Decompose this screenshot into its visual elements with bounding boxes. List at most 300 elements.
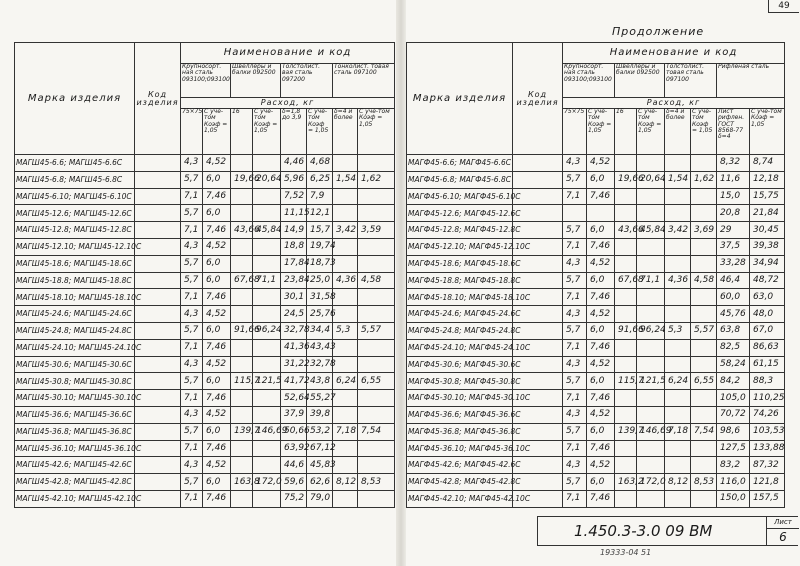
value-cell: 6,0: [587, 272, 615, 289]
mark-cell: МАГФ45-30.8; МАГФ45-30.8С: [407, 373, 513, 390]
mark-cell: МАГФ45-42.6; МАГФ45-42.6С: [407, 457, 513, 474]
value-cell: 4,52: [203, 457, 231, 474]
value-cell: [231, 490, 253, 507]
value-cell: 20,64: [253, 171, 281, 188]
value-cell: 7,1: [563, 390, 587, 407]
value-cell: 61,15: [750, 356, 785, 373]
table-row: [15, 171, 395, 188]
value-cell: [637, 238, 665, 255]
value-cell: 4,52: [587, 155, 615, 172]
value-cell: [665, 306, 691, 323]
value-cell: [665, 356, 691, 373]
sub-header: 75×75: [181, 109, 203, 155]
value-cell: 67,68: [615, 272, 637, 289]
table-row: [407, 457, 785, 474]
value-cell: [615, 155, 637, 172]
names-header: Наименование и код: [181, 43, 395, 64]
value-cell: [333, 289, 358, 306]
mark-cell: МАГФ45-6.10; МАГФ45-6.10С: [407, 188, 513, 205]
table-row: [407, 255, 785, 272]
value-cell: 79,0: [307, 490, 333, 507]
sheet-number: 6: [766, 529, 799, 545]
table-row: [15, 222, 395, 239]
value-cell: [253, 155, 281, 172]
value-cell: 48,0: [750, 306, 785, 323]
table-row: [15, 272, 395, 289]
value-cell: 63,8: [717, 322, 750, 339]
value-cell: 4,52: [203, 306, 231, 323]
mark-cell: МАГШ45-42.6; МАГШ45-42.6С: [15, 457, 135, 474]
value-cell: [691, 356, 717, 373]
value-cell: 5,7: [181, 205, 203, 222]
value-cell: 4,46: [281, 155, 307, 172]
value-cell: [587, 205, 615, 222]
value-cell: 5,7: [563, 222, 587, 239]
code-cell: [135, 373, 181, 390]
mark-cell: МАГШ45-30.8; МАГШ45-30.8С: [15, 373, 135, 390]
value-cell: [615, 457, 637, 474]
value-cell: 6,24: [333, 373, 358, 390]
mark-cell: МАГШ45-6.6; МАГШ45-6.6С: [15, 155, 135, 172]
value-cell: 41,36: [281, 339, 307, 356]
value-cell: 172,0: [253, 474, 281, 491]
group-header: Толстолист. товая сталь 097100: [665, 64, 717, 98]
mark-cell: МАГШ45-24.8; МАГШ45-24.8С: [15, 322, 135, 339]
value-cell: 5,3: [665, 322, 691, 339]
value-cell: 6,0: [587, 171, 615, 188]
value-cell: [665, 188, 691, 205]
value-cell: 19,74: [307, 238, 333, 255]
value-cell: [231, 205, 253, 222]
value-cell: 52,64: [281, 390, 307, 407]
value-cell: 5,7: [181, 255, 203, 272]
value-cell: 21,84: [750, 205, 785, 222]
value-cell: 121,5: [253, 373, 281, 390]
value-cell: 7,54: [691, 423, 717, 440]
value-cell: 7,46: [203, 440, 231, 457]
mark-cell: МАГФ45-18.8; МАГФ45-18.8С: [407, 272, 513, 289]
value-cell: 44,6: [281, 457, 307, 474]
value-cell: 5,7: [563, 272, 587, 289]
value-cell: [637, 406, 665, 423]
value-cell: 6,24: [665, 373, 691, 390]
value-cell: [691, 289, 717, 306]
value-cell: [665, 490, 691, 507]
value-cell: 7,46: [587, 440, 615, 457]
table-row: [407, 373, 785, 390]
value-cell: 6,0: [203, 272, 231, 289]
code-cell: [135, 289, 181, 306]
value-cell: 7,46: [587, 390, 615, 407]
value-cell: [231, 289, 253, 306]
value-cell: 4,52: [587, 306, 615, 323]
value-cell: 55,27: [307, 390, 333, 407]
group-header: Крупносорт. ная сталь 093100;093100: [181, 64, 231, 98]
value-cell: [637, 457, 665, 474]
value-cell: [253, 490, 281, 507]
value-cell: 58,24: [717, 356, 750, 373]
value-cell: 5,57: [691, 322, 717, 339]
value-cell: [665, 205, 691, 222]
value-cell: 25,76: [307, 306, 333, 323]
value-cell: 4,52: [203, 406, 231, 423]
mark-cell: МАГШ45-24.10; МАГШ45-24.10С: [15, 339, 135, 356]
value-cell: [665, 457, 691, 474]
value-cell: 20,64: [637, 171, 665, 188]
value-cell: 15,0: [717, 188, 750, 205]
value-cell: [637, 356, 665, 373]
value-cell: 4,3: [181, 406, 203, 423]
mark-cell: МАГФ45-24.8; МАГФ45-24.8С: [407, 322, 513, 339]
value-cell: 4,58: [691, 272, 717, 289]
value-cell: [231, 339, 253, 356]
value-cell: 5,7: [563, 423, 587, 440]
value-cell: 6,0: [203, 474, 231, 491]
value-cell: 43,66: [615, 222, 637, 239]
value-cell: [253, 205, 281, 222]
value-cell: [615, 289, 637, 306]
value-cell: 83,2: [717, 457, 750, 474]
value-cell: 139,7: [615, 423, 637, 440]
value-cell: 110,25: [750, 390, 785, 407]
value-cell: [615, 406, 637, 423]
value-cell: 4,52: [587, 356, 615, 373]
mark-cell: МАГФ45-12.6; МАГФ45-12.6С: [407, 205, 513, 222]
value-cell: 7,46: [587, 238, 615, 255]
value-cell: 41,72: [281, 373, 307, 390]
value-cell: [691, 339, 717, 356]
value-cell: [615, 440, 637, 457]
value-cell: 46,4: [717, 272, 750, 289]
value-cell: [253, 457, 281, 474]
value-cell: [333, 306, 358, 323]
value-cell: 7,9: [307, 188, 333, 205]
table-row: [407, 222, 785, 239]
value-cell: 15,7: [307, 222, 333, 239]
value-cell: 8,32: [717, 155, 750, 172]
code-cell: [135, 390, 181, 407]
sub-header: 16: [231, 109, 253, 155]
code-header: Код изделия: [513, 43, 563, 155]
value-cell: [665, 339, 691, 356]
value-cell: 4,52: [587, 255, 615, 272]
sub-header: С уче-том Коэф = 1,05: [637, 109, 665, 155]
value-cell: 37,5: [717, 238, 750, 255]
value-cell: 5,7: [563, 171, 587, 188]
table-row: [15, 440, 395, 457]
table-row: [15, 289, 395, 306]
value-cell: [637, 306, 665, 323]
mark-cell: МАГФ45-42.8; МАГФ45-42.8С: [407, 474, 513, 491]
value-cell: 6,0: [203, 322, 231, 339]
table-row: [15, 390, 395, 407]
mark-cell: МАГШ45-6.10; МАГШ45-6.10С: [15, 188, 135, 205]
mark-cell: МАГФ45-42.10; МАГФ45-42.10С: [407, 490, 513, 507]
code-cell: [513, 155, 563, 172]
code-cell: [135, 306, 181, 323]
code-cell: [135, 406, 181, 423]
mark-cell: МАГФ45-30.6; МАГФ45-30.6С: [407, 356, 513, 373]
value-cell: 1,54: [665, 171, 691, 188]
value-cell: 11,6: [717, 171, 750, 188]
value-cell: 7,1: [181, 222, 203, 239]
mark-cell: МАГФ45-24.6; МАГФ45-24.6С: [407, 306, 513, 323]
table-row: [407, 171, 785, 188]
value-cell: [637, 289, 665, 306]
value-cell: 30,1: [281, 289, 307, 306]
value-cell: 4,3: [181, 155, 203, 172]
right-consumption-table: [406, 42, 785, 508]
value-cell: [691, 306, 717, 323]
value-cell: [358, 356, 395, 373]
value-cell: 146,69: [637, 423, 665, 440]
value-cell: 3,69: [691, 222, 717, 239]
code-cell: [135, 490, 181, 507]
value-cell: 15,75: [750, 188, 785, 205]
value-cell: [358, 440, 395, 457]
value-cell: [615, 188, 637, 205]
value-cell: 6,0: [587, 423, 615, 440]
value-cell: [358, 339, 395, 356]
value-cell: [231, 406, 253, 423]
value-cell: 4,3: [563, 457, 587, 474]
value-cell: 86,63: [750, 339, 785, 356]
value-cell: [231, 238, 253, 255]
value-cell: 11,15: [281, 205, 307, 222]
value-cell: [637, 188, 665, 205]
table-row: [407, 490, 785, 507]
table-row: [407, 289, 785, 306]
sub-header: С уче-том Коэф = 1,05: [750, 109, 785, 155]
sub-header: δ=1,8 до 3,9: [281, 109, 307, 155]
value-cell: 31,58: [307, 289, 333, 306]
value-cell: 39,38: [750, 238, 785, 255]
mark-cell: МАГФ45-36.6; МАГФ45-36.6С: [407, 406, 513, 423]
value-cell: 121,8: [750, 474, 785, 491]
value-cell: 6,25: [307, 171, 333, 188]
value-cell: 146,69: [253, 423, 281, 440]
value-cell: 6,0: [587, 474, 615, 491]
sheet-label: Лист: [766, 517, 799, 529]
continuation-label: Продолжение: [612, 25, 705, 38]
value-cell: 7,46: [203, 339, 231, 356]
value-cell: 8,74: [750, 155, 785, 172]
value-cell: [637, 255, 665, 272]
value-cell: [333, 406, 358, 423]
code-cell: [135, 255, 181, 272]
value-cell: [563, 205, 587, 222]
mark-cell: МАГФ45-18.10; МАГФ45-18.10С: [407, 289, 513, 306]
mark-cell: МАГШ45-42.8; МАГШ45-42.8С: [15, 474, 135, 491]
code-cell: [135, 474, 181, 491]
value-cell: [253, 255, 281, 272]
value-cell: 67,0: [750, 322, 785, 339]
value-cell: 48,72: [750, 272, 785, 289]
value-cell: 8,53: [358, 474, 395, 491]
sub-header: Лист рифлен. ГОСТ 8568-77 δ=4: [717, 109, 750, 155]
table-row: [15, 322, 395, 339]
mark-cell: МАГФ45-12.8; МАГФ45-12.8С: [407, 222, 513, 239]
value-cell: [358, 255, 395, 272]
value-cell: [358, 306, 395, 323]
value-cell: 5,7: [181, 171, 203, 188]
value-cell: 1,54: [333, 171, 358, 188]
value-cell: [333, 339, 358, 356]
value-cell: 5,7: [181, 322, 203, 339]
value-cell: [231, 356, 253, 373]
value-cell: 7,46: [203, 222, 231, 239]
value-cell: 7,1: [181, 339, 203, 356]
value-cell: 70,72: [717, 406, 750, 423]
value-cell: 63,92: [281, 440, 307, 457]
value-cell: 4,52: [203, 155, 231, 172]
value-cell: [231, 440, 253, 457]
mark-cell: МАГШ45-36.8; МАГШ45-36.8С: [15, 423, 135, 440]
mark-cell: МАГФ45-18.6; МАГФ45-18.6С: [407, 255, 513, 272]
value-cell: 4,3: [563, 255, 587, 272]
value-cell: 43,66: [231, 222, 253, 239]
value-cell: 62,6: [307, 474, 333, 491]
value-cell: 105,0: [717, 390, 750, 407]
value-cell: 75,2: [281, 490, 307, 507]
value-cell: 4,68: [307, 155, 333, 172]
value-cell: [615, 390, 637, 407]
value-cell: 84,2: [717, 373, 750, 390]
left-consumption-table: [14, 42, 395, 508]
table-row: [407, 272, 785, 289]
value-cell: 127,5: [717, 440, 750, 457]
value-cell: 6,0: [203, 373, 231, 390]
value-cell: [637, 390, 665, 407]
value-cell: [333, 390, 358, 407]
value-cell: [333, 356, 358, 373]
value-cell: [665, 390, 691, 407]
table-row: [15, 255, 395, 272]
sub-header: С уче-том Коэф = 1,05: [691, 109, 717, 155]
value-cell: 7,1: [181, 289, 203, 306]
value-cell: 8,12: [665, 474, 691, 491]
table-row: [407, 406, 785, 423]
value-cell: [253, 356, 281, 373]
value-cell: 96,24: [637, 322, 665, 339]
value-cell: 4,3: [563, 155, 587, 172]
value-cell: [691, 255, 717, 272]
value-cell: 7,46: [587, 339, 615, 356]
value-cell: 45,84: [637, 222, 665, 239]
value-cell: [691, 155, 717, 172]
value-cell: 12,1: [307, 205, 333, 222]
value-cell: 5,96: [281, 171, 307, 188]
value-cell: 23,84: [281, 272, 307, 289]
code-cell: [135, 457, 181, 474]
value-cell: 45,84: [253, 222, 281, 239]
value-cell: 4,52: [203, 238, 231, 255]
table-row: [15, 474, 395, 491]
mark-cell: МАГШ45-18.8; МАГШ45-18.8С: [15, 272, 135, 289]
value-cell: 96,24: [253, 322, 281, 339]
table-row: [15, 238, 395, 255]
names-header: Наименование и код: [563, 43, 785, 64]
value-cell: 4,36: [665, 272, 691, 289]
table-row: [15, 339, 395, 356]
value-cell: [637, 205, 665, 222]
value-cell: [333, 155, 358, 172]
mark-cell: МАГШ45-30.6; МАГШ45-30.6С: [15, 356, 135, 373]
code-cell: [135, 339, 181, 356]
value-cell: 6,0: [203, 205, 231, 222]
value-cell: 5,57: [358, 322, 395, 339]
value-cell: 7,1: [181, 440, 203, 457]
value-cell: [231, 155, 253, 172]
table-row: [15, 356, 395, 373]
value-cell: 4,52: [587, 406, 615, 423]
mark-cell: МАГФ45-6.6; МАГФ45-6.6С: [407, 155, 513, 172]
value-cell: [665, 238, 691, 255]
value-cell: [231, 306, 253, 323]
value-cell: 39,8: [307, 406, 333, 423]
value-cell: 6,0: [587, 222, 615, 239]
value-cell: 37,9: [281, 406, 307, 423]
value-cell: 53,2: [307, 423, 333, 440]
value-cell: 7,52: [281, 188, 307, 205]
code-cell: [135, 356, 181, 373]
table-row: [15, 490, 395, 507]
value-cell: [637, 339, 665, 356]
value-cell: 14,9: [281, 222, 307, 239]
value-cell: 6,55: [358, 373, 395, 390]
group-header: Крупносорт. ная сталь 093100;093100: [563, 64, 615, 98]
mark-cell: МАГФ45-30.10; МАГФ45-30.10С: [407, 390, 513, 407]
code-cell: [135, 440, 181, 457]
value-cell: 7,1: [181, 188, 203, 205]
value-cell: [615, 339, 637, 356]
table-row: [15, 423, 395, 440]
sub-header: С уче-том Коэф = 1,05: [587, 109, 615, 155]
value-cell: [691, 188, 717, 205]
mark-cell: МАГШ45-12.8; МАГШ45-12.8С: [15, 222, 135, 239]
value-cell: [333, 490, 358, 507]
value-cell: 121,5: [637, 373, 665, 390]
value-cell: 4,3: [181, 356, 203, 373]
value-cell: 18,8: [281, 238, 307, 255]
mark-cell: МАГШ45-36.10; МАГШ45-36.10С: [15, 440, 135, 457]
value-cell: 71,1: [637, 272, 665, 289]
mark-cell: МАГШ45-18.10; МАГШ45-18.10С: [15, 289, 135, 306]
sub-header: С уче-том Коэф = 1,05: [203, 109, 231, 155]
value-cell: [615, 306, 637, 323]
value-cell: 91,66: [615, 322, 637, 339]
value-cell: 45,76: [717, 306, 750, 323]
title-block-stamp: [537, 516, 798, 546]
value-cell: 172,0: [637, 474, 665, 491]
value-cell: 59,6: [281, 474, 307, 491]
code-cell: [135, 238, 181, 255]
table-row: [407, 339, 785, 356]
document-code: 1.450.3-3.0 09 ВМ: [574, 522, 713, 540]
value-cell: 17,84: [281, 255, 307, 272]
table-row: [407, 390, 785, 407]
value-cell: [691, 440, 717, 457]
value-cell: 5,3: [333, 322, 358, 339]
value-cell: [253, 440, 281, 457]
value-cell: [231, 255, 253, 272]
table-row: [407, 205, 785, 222]
value-cell: 139,7: [231, 423, 253, 440]
value-cell: 3,42: [333, 222, 358, 239]
value-cell: 25,0: [307, 272, 333, 289]
value-cell: [665, 155, 691, 172]
value-cell: 7,1: [181, 390, 203, 407]
